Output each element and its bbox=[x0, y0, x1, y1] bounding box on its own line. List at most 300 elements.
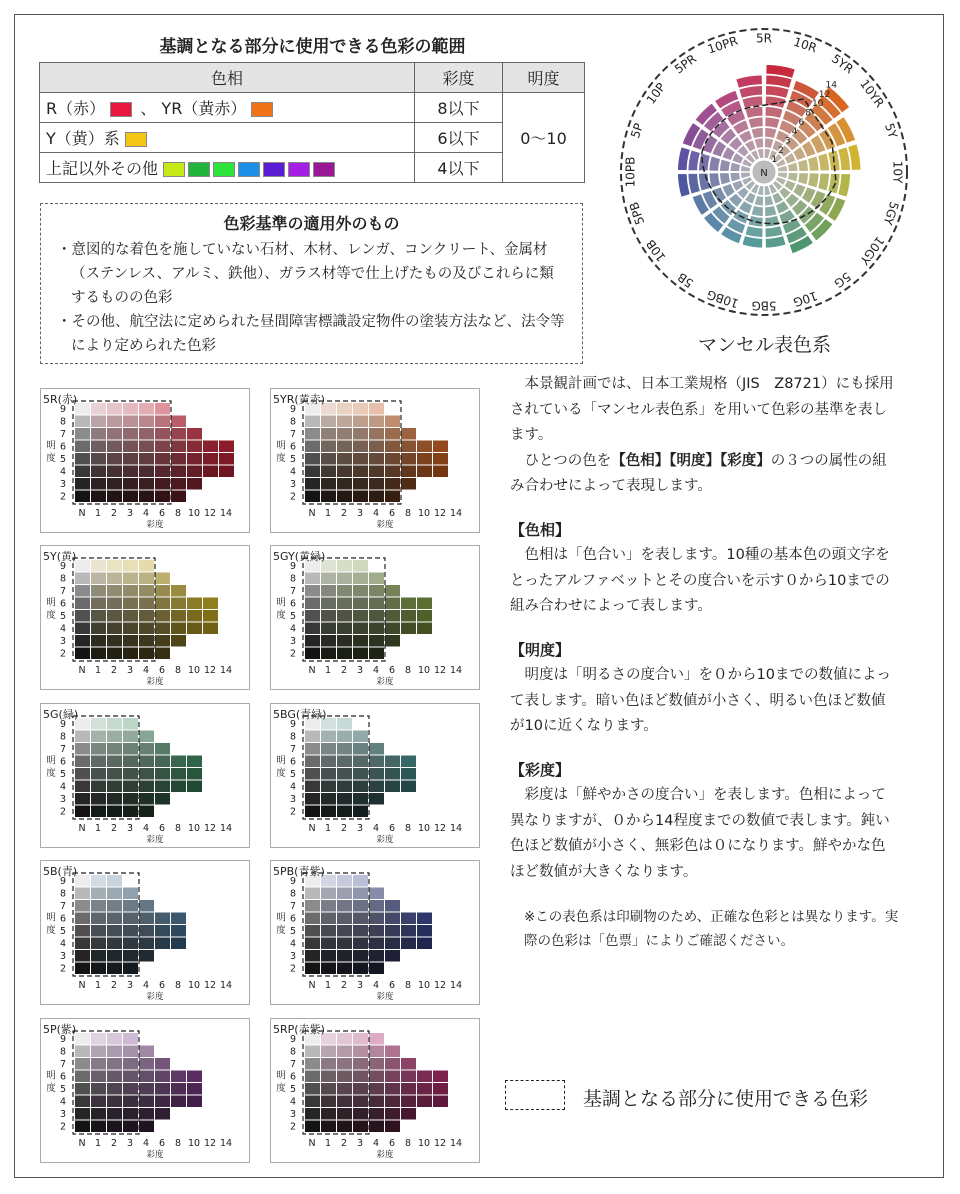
value-tick: 3 bbox=[59, 479, 67, 490]
chart-cell bbox=[401, 466, 416, 478]
chart-cell bbox=[123, 1071, 138, 1083]
value-tick: 3 bbox=[289, 479, 297, 490]
chart-cell bbox=[155, 598, 170, 610]
chroma-tick: 6 bbox=[158, 508, 166, 519]
chroma-tick: 2 bbox=[340, 665, 348, 676]
chart-cell bbox=[337, 585, 352, 597]
chart-cell bbox=[401, 610, 416, 622]
chart-cell bbox=[353, 913, 368, 925]
chart-cell bbox=[369, 573, 384, 585]
chart-cell bbox=[353, 900, 368, 912]
chroma-tick: 12 bbox=[203, 823, 217, 834]
chroma-tick: 4 bbox=[372, 665, 380, 676]
value-tick: 8 bbox=[59, 416, 67, 428]
chart-cell bbox=[91, 491, 106, 503]
chart-cell bbox=[155, 610, 170, 622]
chart-cell bbox=[337, 1058, 352, 1070]
chart-cell bbox=[337, 875, 352, 887]
chart-cell bbox=[75, 963, 90, 975]
chart-cell bbox=[385, 453, 400, 465]
chroma-tick: 2 bbox=[110, 823, 118, 834]
chart-cell bbox=[107, 888, 122, 900]
chart-cell bbox=[369, 900, 384, 912]
chroma-tick: 2 bbox=[110, 1138, 118, 1149]
chart-cell bbox=[139, 1058, 154, 1070]
chart-cell bbox=[75, 900, 90, 912]
chroma-tick: 8 bbox=[404, 508, 412, 519]
chart-cell bbox=[187, 598, 202, 610]
value-tick: 9 bbox=[59, 561, 67, 572]
chart-cell bbox=[305, 756, 320, 768]
value-tick: 5 bbox=[59, 769, 67, 780]
chart-cell bbox=[107, 573, 122, 585]
value-tick: 6 bbox=[59, 598, 67, 610]
chart-cell bbox=[171, 585, 186, 597]
chart-cell bbox=[337, 560, 352, 572]
chart-cell bbox=[353, 1108, 368, 1120]
chart-cell bbox=[369, 1033, 384, 1045]
value-axis-label: 明 bbox=[276, 597, 286, 609]
chroma-cell: 4以下 bbox=[415, 153, 503, 183]
value-tick: 6 bbox=[59, 913, 67, 925]
value-tick: 2 bbox=[59, 963, 67, 975]
chroma-tick: 2 bbox=[110, 508, 118, 519]
chart-cell bbox=[401, 478, 416, 490]
chart-cell bbox=[155, 1108, 170, 1120]
chart-cell bbox=[107, 925, 122, 937]
chart-cell bbox=[139, 403, 154, 415]
chart-cell bbox=[337, 598, 352, 610]
value-tick: 2 bbox=[59, 806, 67, 818]
chroma-tick: 10 bbox=[417, 1138, 431, 1149]
value-axis-label: 明 bbox=[276, 912, 286, 924]
chroma-tick: N bbox=[308, 980, 316, 991]
wheel-cell bbox=[765, 128, 777, 139]
chart-cell bbox=[369, 793, 384, 805]
chart-cell bbox=[321, 648, 336, 660]
value-tick: 3 bbox=[289, 794, 297, 805]
chart-cell bbox=[385, 913, 400, 925]
value-chroma-chart bbox=[40, 1018, 250, 1163]
chart-cell bbox=[123, 731, 138, 743]
chroma-tick: 4 bbox=[372, 823, 380, 834]
wheel-cell bbox=[745, 226, 763, 238]
chart-cell bbox=[321, 743, 336, 755]
chart-cell bbox=[385, 900, 400, 912]
chart-cell bbox=[401, 1071, 416, 1083]
chart-cell bbox=[305, 781, 320, 793]
chart-cell bbox=[91, 756, 106, 768]
chart-cell bbox=[353, 573, 368, 585]
chart-cell bbox=[401, 925, 416, 937]
chart-cell bbox=[305, 938, 320, 950]
value-axis-label: 明 bbox=[276, 440, 286, 452]
chart-cell bbox=[123, 453, 138, 465]
chart-cell bbox=[123, 793, 138, 805]
chart-cell bbox=[337, 1121, 352, 1133]
value-tick: 5 bbox=[289, 611, 297, 622]
value-tick: 3 bbox=[59, 951, 67, 962]
chroma-tick: 14 bbox=[449, 665, 463, 676]
chart-cell bbox=[91, 1071, 106, 1083]
chart-cell bbox=[321, 1108, 336, 1120]
value-axis-label: 度 bbox=[276, 610, 286, 621]
chroma-tick: 8 bbox=[404, 665, 412, 676]
value-axis-label: 度 bbox=[46, 768, 56, 779]
chart-cell bbox=[155, 1096, 170, 1108]
value-tick: 4 bbox=[59, 1096, 67, 1108]
chart-cell bbox=[75, 1046, 90, 1058]
value-tick: 2 bbox=[289, 963, 297, 975]
value-chroma-chart bbox=[40, 703, 250, 848]
chart-cell bbox=[123, 573, 138, 585]
chart-cell bbox=[107, 913, 122, 925]
chart-cell bbox=[155, 756, 170, 768]
chart-cell bbox=[401, 756, 416, 768]
chart-cell bbox=[401, 781, 416, 793]
hue-label: 5GY bbox=[880, 199, 902, 227]
value-tick: 9 bbox=[59, 1034, 67, 1045]
chroma-tick: 4 bbox=[372, 980, 380, 991]
chroma-tick: 12 bbox=[433, 823, 447, 834]
chart-cell bbox=[91, 560, 106, 572]
hue-label: 10G bbox=[791, 288, 820, 310]
chart-cell bbox=[123, 466, 138, 478]
wheel-cell bbox=[720, 159, 731, 171]
chroma-tick: 1 bbox=[324, 980, 332, 991]
chart-cell bbox=[305, 963, 320, 975]
chart-cell bbox=[417, 1071, 432, 1083]
chart-cell bbox=[337, 900, 352, 912]
chart-cell bbox=[139, 453, 154, 465]
chart-cell bbox=[91, 648, 106, 660]
chart-cell bbox=[123, 888, 138, 900]
chart-cell bbox=[139, 585, 154, 597]
chart-cell bbox=[75, 585, 90, 597]
chart-cell bbox=[139, 623, 154, 635]
chart-cell bbox=[433, 466, 448, 478]
chart-cell bbox=[139, 428, 154, 440]
value-tick: 5 bbox=[59, 1084, 67, 1095]
hue-label: 10R bbox=[791, 34, 819, 56]
chroma-tick: 4 bbox=[142, 665, 150, 676]
chart-cell bbox=[305, 453, 320, 465]
chart-cell bbox=[369, 1058, 384, 1070]
chart-cell bbox=[369, 925, 384, 937]
chroma-label: 8 bbox=[805, 108, 811, 119]
chart-cell bbox=[155, 491, 170, 503]
chroma-tick: 2 bbox=[340, 1138, 348, 1149]
hue-label: 10BG bbox=[705, 287, 741, 311]
criteria-title: 基調となる部分に使用できる色彩の範囲 bbox=[159, 37, 466, 57]
chroma-tick: 12 bbox=[433, 508, 447, 519]
chart-cell bbox=[75, 888, 90, 900]
chart-cell bbox=[91, 453, 106, 465]
chart-cell bbox=[385, 938, 400, 950]
value-tick: 9 bbox=[289, 561, 297, 572]
value-tick: 7 bbox=[59, 744, 67, 755]
chart-cell bbox=[155, 623, 170, 635]
chart-cell bbox=[123, 963, 138, 975]
chart-cell bbox=[91, 585, 106, 597]
wheel-cell bbox=[699, 153, 711, 171]
chart-cell bbox=[305, 731, 320, 743]
chart-cell bbox=[337, 793, 352, 805]
chart-cell bbox=[91, 963, 106, 975]
chart-cell bbox=[107, 756, 122, 768]
value-tick: 8 bbox=[59, 573, 67, 585]
chart-cell bbox=[353, 793, 368, 805]
chart-cell bbox=[353, 925, 368, 937]
value-tick: 9 bbox=[289, 719, 297, 730]
chart-cell bbox=[203, 466, 218, 478]
chart-cell bbox=[107, 781, 122, 793]
chart-cell bbox=[91, 913, 106, 925]
chroma-tick: 6 bbox=[158, 665, 166, 676]
chroma-label: 12 bbox=[818, 89, 831, 100]
chroma-tick: 8 bbox=[404, 823, 412, 834]
chroma-tick: 6 bbox=[158, 980, 166, 991]
chart-cell bbox=[401, 913, 416, 925]
chart-cell bbox=[401, 938, 416, 950]
chart-cell bbox=[369, 416, 384, 428]
chart-cell bbox=[353, 1083, 368, 1095]
chart-cell bbox=[123, 610, 138, 622]
chart-cell bbox=[75, 610, 90, 622]
chart-cell bbox=[139, 743, 154, 755]
chart-cell bbox=[107, 623, 122, 635]
chroma-paragraph: 彩度は「鮮やかさの度合い」を表します。色相によって異なりますが、０から14程度までの数値で表します。鈍い色ほど数値が小さく、無彩色は０になります。鮮やかな色ほど数値が大きくなります。 bbox=[510, 787, 890, 880]
chroma-tick: 4 bbox=[142, 508, 150, 519]
chroma-tick: 14 bbox=[449, 980, 463, 991]
chart-cell bbox=[107, 598, 122, 610]
chart-cell bbox=[385, 428, 400, 440]
chart-cell bbox=[401, 623, 416, 635]
chart-cell bbox=[417, 1096, 432, 1108]
chart-cell bbox=[305, 1083, 320, 1095]
chroma-tick: 14 bbox=[219, 823, 233, 834]
chroma-tick: 14 bbox=[219, 665, 233, 676]
value-tick: 3 bbox=[289, 1109, 297, 1120]
chart-cell bbox=[91, 768, 106, 780]
hue-label: 10PR bbox=[705, 33, 740, 57]
chart-cell bbox=[123, 1033, 138, 1045]
chart-cell bbox=[337, 731, 352, 743]
chart-title: 5GY(黄緑) bbox=[273, 550, 326, 563]
chroma-axis-label: 彩度 bbox=[146, 1150, 164, 1160]
chart-cell bbox=[139, 938, 154, 950]
chart-cell bbox=[75, 913, 90, 925]
chart-cell bbox=[353, 453, 368, 465]
chart-title: 5BG(青緑) bbox=[273, 708, 327, 721]
chart-cell bbox=[369, 950, 384, 962]
chart-cell bbox=[353, 598, 368, 610]
chroma-tick: 8 bbox=[174, 508, 182, 519]
chart-cell bbox=[385, 925, 400, 937]
chart-cell bbox=[337, 623, 352, 635]
chart-cell bbox=[75, 635, 90, 647]
value-heading: 【明度】 bbox=[510, 640, 571, 659]
chroma-tick: 6 bbox=[158, 1138, 166, 1149]
chart-cell bbox=[171, 768, 186, 780]
chroma-axis-label: 彩度 bbox=[146, 835, 164, 845]
hue-label: 5B bbox=[674, 269, 697, 291]
chart-cell bbox=[139, 1121, 154, 1133]
chart-cell bbox=[321, 731, 336, 743]
chart-cell bbox=[353, 585, 368, 597]
chart-cell bbox=[123, 900, 138, 912]
value-tick: 7 bbox=[289, 429, 297, 440]
chroma-axis-label: 彩度 bbox=[146, 992, 164, 1002]
chart-cell bbox=[353, 466, 368, 478]
chart-cell bbox=[353, 403, 368, 415]
chroma-tick: 10 bbox=[187, 508, 201, 519]
print-note: ※この表色系は印刷物のため、正確な色彩とは異なります。実際の色彩は「色票」によりご確認ください。 bbox=[524, 909, 899, 949]
wheel-cell bbox=[765, 226, 783, 238]
chart-cell bbox=[337, 573, 352, 585]
chart-cell bbox=[91, 743, 106, 755]
wheel-label: マンセル表色系 bbox=[697, 334, 831, 356]
chart-cell bbox=[369, 491, 384, 503]
chroma-tick: 2 bbox=[340, 823, 348, 834]
chart-cell bbox=[337, 453, 352, 465]
chart-cell bbox=[353, 428, 368, 440]
chart-cell bbox=[75, 743, 90, 755]
chart-cell bbox=[139, 925, 154, 937]
chroma-tick: 3 bbox=[126, 508, 134, 519]
chroma-tick: 1 bbox=[94, 665, 102, 676]
chart-title: 5PB(青紫) bbox=[273, 865, 325, 878]
chart-cell bbox=[305, 491, 320, 503]
swatch bbox=[125, 132, 147, 147]
chroma-axis-label: 彩度 bbox=[376, 1150, 394, 1160]
chart-cell bbox=[107, 806, 122, 818]
chart-cell bbox=[321, 950, 336, 962]
hue-label: 10P bbox=[643, 80, 669, 107]
chart-cell bbox=[305, 1058, 320, 1070]
chroma-tick: 6 bbox=[158, 823, 166, 834]
chart-cell bbox=[171, 416, 186, 428]
chart-cell bbox=[369, 648, 384, 660]
wheel-cell bbox=[751, 205, 763, 216]
value-tick: 6 bbox=[289, 1071, 297, 1083]
chart-cell bbox=[107, 1083, 122, 1095]
chroma-tick: 3 bbox=[356, 665, 364, 676]
chart-cell bbox=[123, 913, 138, 925]
chart-cell bbox=[321, 428, 336, 440]
hue-label: 5PB bbox=[626, 200, 648, 227]
chroma-cell: 6以下 bbox=[415, 123, 503, 153]
value-axis-label: 明 bbox=[46, 597, 56, 609]
chart-cell bbox=[139, 1096, 154, 1108]
chart-cell bbox=[433, 1071, 448, 1083]
chart-cell bbox=[385, 756, 400, 768]
chart-cell bbox=[369, 623, 384, 635]
value-tick: 9 bbox=[59, 876, 67, 887]
wheel-center-label: N bbox=[760, 168, 768, 179]
value-tick: 4 bbox=[289, 623, 297, 635]
chart-cell bbox=[305, 441, 320, 453]
chroma-tick: N bbox=[78, 980, 86, 991]
chart-cell bbox=[385, 1108, 400, 1120]
chart-cell bbox=[91, 781, 106, 793]
chart-cell bbox=[139, 806, 154, 818]
chroma-heading: 【彩度】 bbox=[510, 760, 571, 779]
chart-cell bbox=[75, 491, 90, 503]
chart-cell bbox=[91, 573, 106, 585]
wheel-cell bbox=[797, 159, 808, 171]
chart-cell bbox=[401, 1096, 416, 1108]
chart-cell bbox=[337, 913, 352, 925]
chart-cell bbox=[337, 925, 352, 937]
chart-cell bbox=[353, 888, 368, 900]
value-tick: 4 bbox=[289, 938, 297, 950]
chroma-tick: 10 bbox=[417, 823, 431, 834]
chroma-tick: 12 bbox=[203, 980, 217, 991]
hue-y-label: Y（黄）系 bbox=[46, 129, 120, 148]
chroma-tick: 2 bbox=[110, 980, 118, 991]
chart-cell bbox=[385, 585, 400, 597]
chart-cell bbox=[203, 453, 218, 465]
hue-label: 5BG bbox=[751, 298, 777, 313]
chart-cell bbox=[171, 1071, 186, 1083]
chart-cell bbox=[139, 416, 154, 428]
chroma-axis-label: 彩度 bbox=[376, 835, 394, 845]
value-chroma-chart bbox=[40, 388, 250, 533]
value-chroma-chart bbox=[270, 860, 480, 1005]
wheel-cell bbox=[818, 153, 830, 171]
chart-cell bbox=[139, 768, 154, 780]
swatch bbox=[110, 102, 132, 117]
value-tick: 7 bbox=[59, 1059, 67, 1070]
chart-cell bbox=[219, 466, 234, 478]
chart-cell bbox=[107, 1071, 122, 1083]
chart-cell bbox=[385, 1046, 400, 1058]
chart-cell bbox=[401, 1108, 416, 1120]
chroma-tick: 14 bbox=[219, 508, 233, 519]
chart-cell bbox=[417, 466, 432, 478]
chroma-tick: N bbox=[78, 665, 86, 676]
chart-cell bbox=[75, 756, 90, 768]
chroma-label: 2 bbox=[778, 145, 784, 156]
chart-cell bbox=[353, 768, 368, 780]
header-hue: 色相 bbox=[40, 63, 415, 93]
chart-cell bbox=[171, 610, 186, 622]
chroma-label: 10 bbox=[811, 99, 824, 110]
chart-cell bbox=[353, 623, 368, 635]
chart-cell bbox=[91, 731, 106, 743]
chroma-tick: 3 bbox=[126, 665, 134, 676]
chart-cell bbox=[155, 416, 170, 428]
chroma-axis-label: 彩度 bbox=[376, 992, 394, 1002]
chart-cell bbox=[107, 441, 122, 453]
chart-cell bbox=[187, 623, 202, 635]
chroma-tick: 6 bbox=[388, 1138, 396, 1149]
chart-cell bbox=[321, 888, 336, 900]
chroma-label: 6 bbox=[798, 117, 805, 128]
chroma-tick: 2 bbox=[340, 980, 348, 991]
chart-cell bbox=[305, 925, 320, 937]
chart-cell bbox=[337, 888, 352, 900]
chart-cell bbox=[369, 938, 384, 950]
chart-cell bbox=[353, 441, 368, 453]
value-axis-label: 明 bbox=[46, 912, 56, 924]
value-tick: 5 bbox=[59, 454, 67, 465]
swatch bbox=[163, 162, 185, 177]
chart-cell bbox=[385, 1121, 400, 1133]
chart-cell bbox=[337, 1096, 352, 1108]
chart-cell bbox=[337, 610, 352, 622]
